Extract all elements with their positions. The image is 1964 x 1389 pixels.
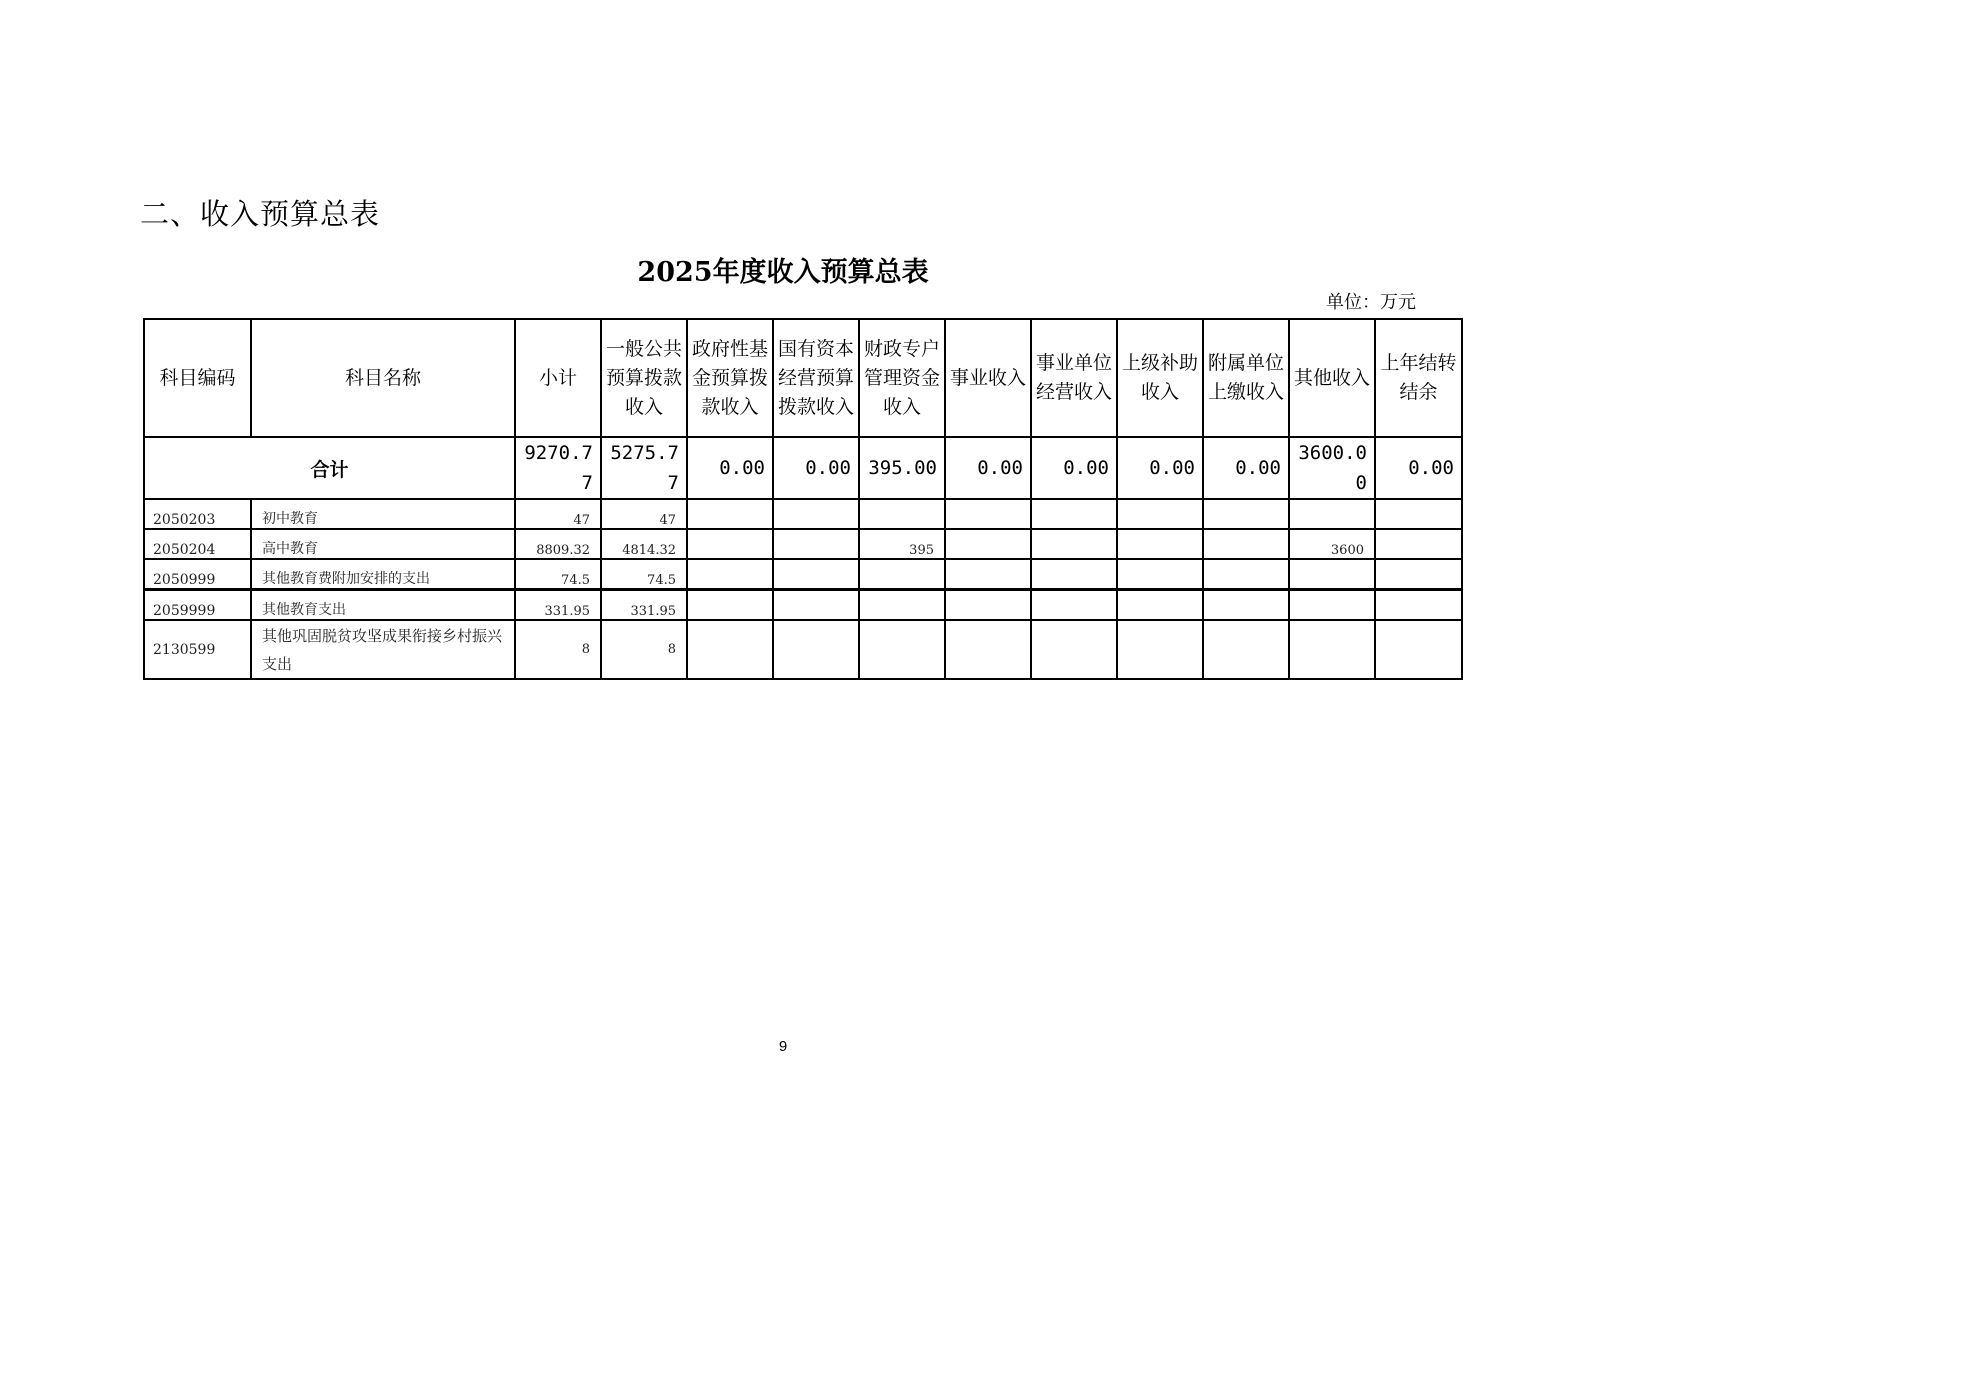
amount-cell: 4814.32 [601,529,687,559]
table-title: 2025年度收入预算总表 [637,257,929,288]
amount-cell: 331.95 [515,590,601,621]
subject-name: 其他教育费附加安排的支出 [251,559,515,590]
amount-cell [773,499,859,529]
subject-code: 2050203 [144,499,251,529]
amount-cell [1031,559,1117,590]
amount-cell: 74.5 [515,559,601,590]
amount-cell [1031,590,1117,621]
table-row [144,499,1462,529]
amount-cell [773,620,859,679]
total-cell: 3600.00 [1289,437,1375,499]
amount-cell [1375,559,1462,590]
amount-cell [945,620,1031,679]
column-header: 其他收入 [1289,319,1375,437]
subject-name: 高中教育 [251,529,515,559]
section-heading: 二、收入预算总表 [140,197,381,231]
amount-cell [945,499,1031,529]
amount-cell: 3600 [1289,529,1375,559]
amount-cell [773,590,859,621]
amount-cell [945,559,1031,590]
amount-cell: 8 [601,620,687,679]
amount-cell [687,620,773,679]
column-header: 小计 [515,319,601,437]
income-budget-table [143,318,1463,680]
amount-cell: 8 [515,620,601,679]
page-number: 9 [778,1038,788,1055]
amount-cell [1375,499,1462,529]
header-row [144,319,1462,437]
amount-cell [687,559,773,590]
total-cell: 0.00 [1031,437,1117,499]
amount-cell [1031,529,1117,559]
unit-label: 单位：万元 [1326,292,1416,313]
amount-cell: 47 [515,499,601,529]
column-header: 上年结转结余 [1375,319,1462,437]
amount-cell [1375,620,1462,679]
total-cell: 0.00 [1375,437,1462,499]
subject-code: 2050204 [144,529,251,559]
amount-cell [1289,620,1375,679]
table-row [144,529,1462,559]
subject-code: 2130599 [144,620,251,679]
subject-code: 2059999 [144,590,251,621]
total-label: 合计 [144,437,515,499]
total-cell: 0.00 [773,437,859,499]
subject-name: 其他教育支出 [251,590,515,621]
total-row [144,437,1462,499]
amount-cell [1375,590,1462,621]
total-cell: 0.00 [687,437,773,499]
column-header: 一般公共预算拨款收入 [601,319,687,437]
amount-cell [687,590,773,621]
amount-cell: 74.5 [601,559,687,590]
amount-cell [1203,499,1289,529]
total-cell: 395.00 [859,437,945,499]
total-cell: 9270.77 [515,437,601,499]
amount-cell [1117,529,1203,559]
column-header: 事业收入 [945,319,1031,437]
amount-cell [1031,499,1117,529]
amount-cell [773,559,859,590]
amount-cell: 8809.32 [515,529,601,559]
column-header: 附属单位上缴收入 [1203,319,1289,437]
data-rows [144,499,1462,679]
column-header: 事业单位经营收入 [1031,319,1117,437]
amount-cell [1117,499,1203,529]
amount-cell [1203,620,1289,679]
amount-cell [1289,590,1375,621]
amount-cell [859,620,945,679]
column-header: 上级补助收入 [1117,319,1203,437]
total-cell: 0.00 [1117,437,1203,499]
amount-cell [1289,559,1375,590]
amount-cell [687,529,773,559]
subject-name: 初中教育 [251,499,515,529]
amount-cell [1203,590,1289,621]
subject-name: 其他巩固脱贫攻坚成果衔接乡村振兴支出 [251,620,515,679]
amount-cell [1203,559,1289,590]
amount-cell: 47 [601,499,687,529]
amount-cell [1117,620,1203,679]
subject-code: 2050999 [144,559,251,590]
column-header: 政府性基金预算拨款收入 [687,319,773,437]
amount-cell [1375,529,1462,559]
amount-cell [859,590,945,621]
total-cell: 5275.77 [601,437,687,499]
amount-cell [1117,590,1203,621]
column-header: 国有资本经营预算拨款收入 [773,319,859,437]
total-cell: 0.00 [945,437,1031,499]
table-row [144,559,1462,590]
table-row [144,620,1462,679]
column-header: 科目编码 [144,319,251,437]
amount-cell: 331.95 [601,590,687,621]
table-row [144,590,1462,621]
column-header: 科目名称 [251,319,515,437]
amount-cell [1289,499,1375,529]
amount-cell [1203,529,1289,559]
amount-cell [945,590,1031,621]
amount-cell [687,499,773,529]
amount-cell [859,559,945,590]
amount-cell [773,529,859,559]
amount-cell [1031,620,1117,679]
amount-cell: 395 [859,529,945,559]
amount-cell [859,499,945,529]
amount-cell [945,529,1031,559]
column-header: 财政专户管理资金收入 [859,319,945,437]
total-cell: 0.00 [1203,437,1289,499]
amount-cell [1117,559,1203,590]
